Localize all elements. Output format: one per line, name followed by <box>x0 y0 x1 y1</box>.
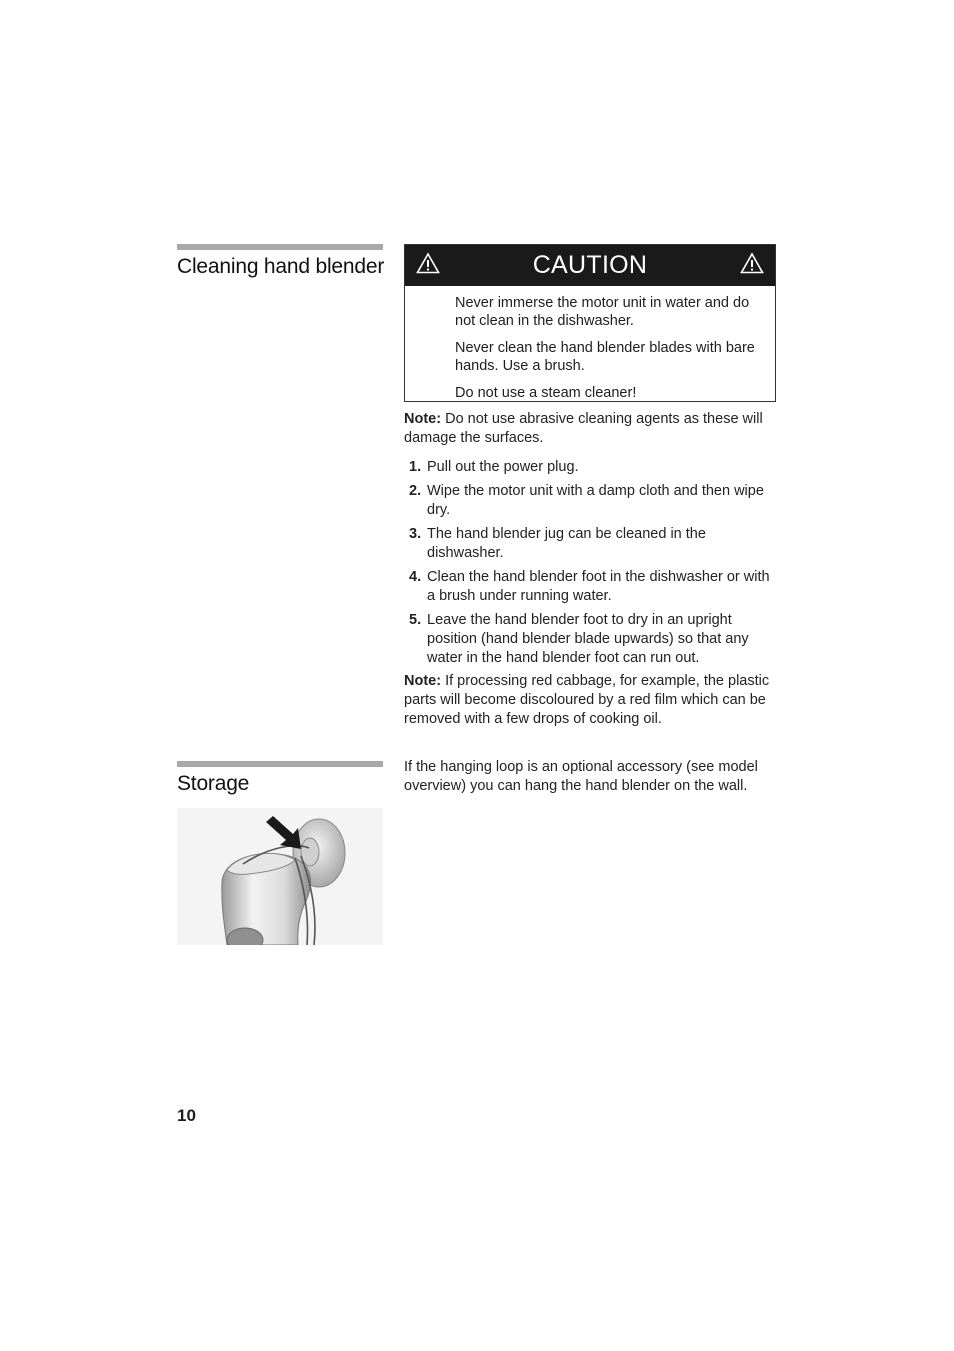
heading-cleaning: Cleaning hand blender <box>177 255 385 278</box>
step-number: 2. <box>409 483 422 499</box>
caution-line: Do not use a steam cleaner! <box>455 385 637 401</box>
note-abrasive <box>404 410 776 448</box>
caution-line: Never immerse the motor unit in water and do not clean in the dishwasher. <box>455 295 750 329</box>
caution-line: Never clean the hand blender blades with bare hands. Use a brush. <box>455 340 755 374</box>
step-text: Wipe the motor unit with a damp cloth and then wipe dry. <box>427 483 764 518</box>
list-item <box>404 568 776 606</box>
storage-text: If the hanging loop is an optional accessory (see model overview) you can hang the hand blender on the wall. <box>404 759 758 794</box>
hand-blender-hanging-illustration <box>177 808 383 945</box>
step-text: Pull out the power plug. <box>427 459 579 475</box>
step-number: 3. <box>409 526 422 542</box>
note-red-cabbage <box>404 672 776 729</box>
list-item <box>404 525 776 563</box>
list-item <box>404 458 776 477</box>
section-rule-storage <box>177 761 383 767</box>
caution-title: CAUTION <box>532 251 648 279</box>
step-text: Leave the hand blender foot to dry in an upright position (hand blender blade upwards) so that any water in the hand blender foot can run out. <box>427 612 749 666</box>
caution-header <box>405 245 775 286</box>
note-text: If processing red cabbage, for example, the plastic parts will become discoloured by a red film which can be removed with a few drops of cooking oil. <box>404 673 770 727</box>
page-number: 10 <box>177 1106 196 1125</box>
step-text: Clean the hand blender foot in the dishwasher or with a brush under running water. <box>427 569 770 604</box>
list-item <box>404 611 776 668</box>
step-number: 5. <box>409 612 422 628</box>
note-label: Note: <box>404 673 442 689</box>
section-rule-cleaning <box>177 244 383 250</box>
step-text: The hand blender jug can be cleaned in the dishwasher. <box>427 526 706 561</box>
step-number: 4. <box>409 569 422 585</box>
caution-box <box>404 244 776 402</box>
heading-storage: Storage <box>177 772 250 795</box>
step-number: 1. <box>409 459 422 475</box>
note-label: Note: <box>404 411 442 427</box>
caution-body <box>455 294 755 411</box>
list-item <box>404 482 776 520</box>
note-text: Do not use abrasive cleaning agents as these will damage the surfaces. <box>404 411 763 446</box>
cleaning-steps <box>404 458 776 673</box>
warning-triangle-icon <box>740 252 764 274</box>
